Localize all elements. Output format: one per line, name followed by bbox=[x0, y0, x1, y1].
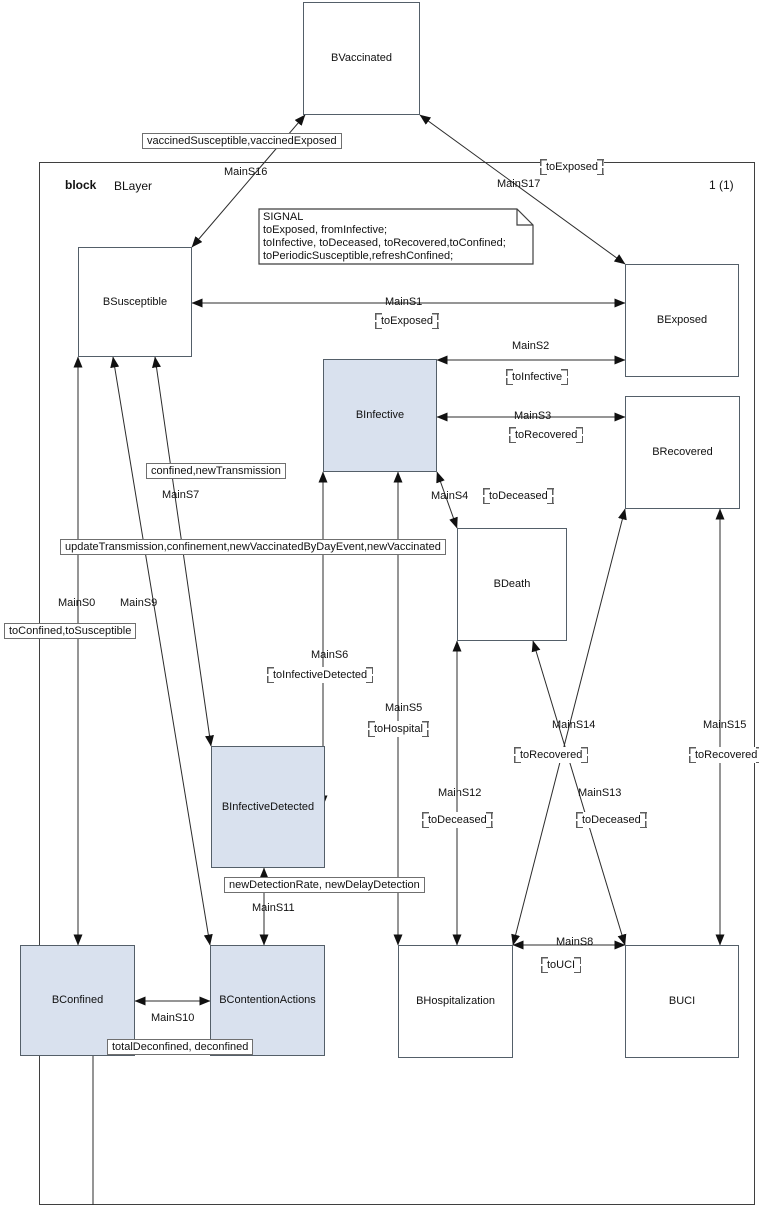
signal-label-toconfined-tosusceptible: toConfined,toSusceptible bbox=[4, 623, 136, 639]
connector-name-mains8: MainS8 bbox=[556, 936, 594, 948]
block-buci[interactable] bbox=[625, 945, 739, 1058]
connector-name-mains4: MainS4 bbox=[431, 490, 469, 502]
block-label: BDeath bbox=[493, 578, 531, 590]
block-label: BSusceptible bbox=[102, 295, 168, 308]
connector-name-mains5: MainS5 bbox=[385, 702, 423, 714]
signal-label-vaccinedsusceptible-vaccinedexposed: vaccinedSusceptible,vaccinedExposed bbox=[142, 133, 342, 149]
signal-label-updatetransmission-confinement-newvaccinatedbydayevent-newvaccinated: updateTransmission,confinement,newVaccinatedByDayEvent,newVaccinated bbox=[60, 539, 446, 555]
port-label-toinfective: toInfective bbox=[506, 369, 568, 385]
connector-name-mains17: MainS17 bbox=[497, 178, 541, 190]
block-label: BHospitalization bbox=[416, 995, 495, 1007]
connector-name-mains15: MainS15 bbox=[703, 719, 747, 731]
signal-label-confined-newtransmission: confined,newTransmission bbox=[146, 463, 286, 479]
block-bhospitalization[interactable] bbox=[398, 945, 513, 1058]
block-bsusceptible[interactable] bbox=[78, 247, 192, 357]
connector-name-mains1: MainS1 bbox=[385, 296, 423, 308]
connector-name-mains6: MainS6 bbox=[311, 649, 349, 661]
connector-name-mains12: MainS12 bbox=[438, 787, 482, 799]
port-label-tohospital: toHospital bbox=[368, 721, 429, 737]
port-label-todeceased: toDeceased bbox=[483, 488, 554, 504]
connector-mains9[interactable] bbox=[113, 357, 210, 945]
block-brecovered[interactable] bbox=[625, 396, 740, 509]
port-label-toexposed: toExposed bbox=[540, 159, 604, 175]
connector-name-mains10: MainS10 bbox=[151, 1012, 195, 1024]
port-label-touci: toUCI bbox=[541, 957, 581, 973]
connector-name-mains0: MainS0 bbox=[58, 597, 96, 609]
signal-label-newdetectionrate-newdelaydetection: newDetectionRate, newDelayDetection bbox=[224, 877, 425, 893]
connector-name-mains2: MainS2 bbox=[512, 340, 550, 352]
block-label: BInfectiveDetected bbox=[221, 800, 315, 813]
frame-pagination: 1 (1) bbox=[709, 178, 734, 192]
port-label-torecovered: toRecovered bbox=[509, 427, 583, 443]
block-bvaccinated[interactable] bbox=[303, 2, 420, 115]
connector-name-mains3: MainS3 bbox=[514, 410, 552, 422]
port-label-torecovered: toRecovered bbox=[689, 747, 759, 763]
block-label: BVaccinated bbox=[331, 52, 392, 64]
block-binfective[interactable] bbox=[323, 359, 437, 472]
block-label: BConfined bbox=[51, 994, 104, 1006]
port-label-toexposed: toExposed bbox=[375, 313, 439, 329]
frame-name-label: BLayer bbox=[114, 179, 153, 193]
block-label: BRecovered bbox=[652, 446, 713, 458]
signal-label-totaldeconfined-deconfined: totalDeconfined, deconfined bbox=[107, 1039, 253, 1055]
block-bdeath[interactable] bbox=[457, 528, 567, 641]
signal-note-text: SIGNAL toExposed, fromInfective; toInfective, toDeceased, toRecovered,toConfined; toPeriodicSusceptible,refreshConfined; bbox=[263, 211, 506, 262]
port-label-toinfectivedetected: toInfectiveDetected bbox=[267, 667, 373, 683]
connector-name-mains11: MainS11 bbox=[252, 902, 295, 914]
connector-name-mains14: MainS14 bbox=[552, 719, 596, 731]
block-label: BInfective bbox=[355, 409, 405, 421]
block-label: BUCI bbox=[668, 995, 696, 1007]
port-label-todeceased: toDeceased bbox=[422, 812, 493, 828]
block-bexposed[interactable] bbox=[625, 264, 739, 377]
block-label: BContentionActions bbox=[219, 994, 316, 1006]
block-binfectivedetected[interactable] bbox=[211, 746, 325, 868]
port-label-todeceased: toDeceased bbox=[576, 812, 647, 828]
port-label-torecovered: toRecovered bbox=[514, 747, 588, 763]
block-label: BExposed bbox=[656, 314, 708, 326]
connector-name-mains16: MainS16 bbox=[224, 166, 268, 178]
frame-kind-label: block bbox=[65, 178, 97, 192]
connector-name-mains9: MainS9 bbox=[120, 597, 158, 609]
connector-name-mains13: MainS13 bbox=[578, 787, 622, 799]
connector-name-mains7: MainS7 bbox=[162, 489, 200, 501]
